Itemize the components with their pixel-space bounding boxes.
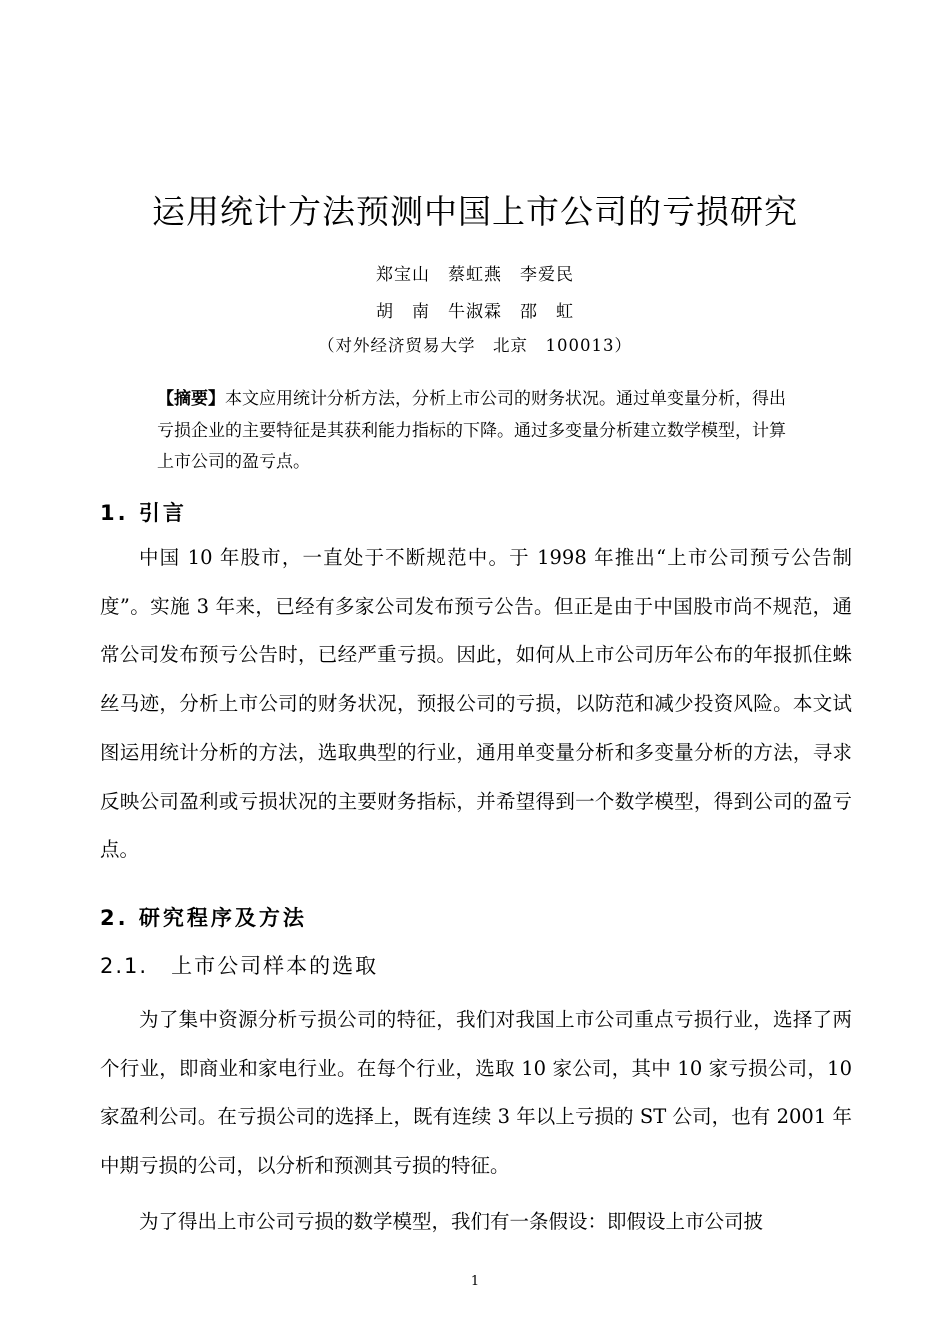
section-2-heading: 2. 研究程序及方法 [100, 906, 307, 930]
section-1-heading: 1. 引言 [100, 501, 187, 525]
paper-title: 运用统计方法预测中国上市公司的亏损研究 [152, 192, 798, 231]
page-number: 1 [470, 1274, 480, 1289]
section-2-1-paragraph-2: 为了得出上市公司亏损的数学模型，我们有一条假设：即假设上市公司披 [139, 1210, 764, 1233]
abstract [157, 384, 787, 479]
section-2-1-heading: 2.1. 上市公司样本的选取 [100, 954, 379, 978]
author-line-1: 郑宝山 蔡虹燕 李爱民 [376, 265, 574, 285]
section-1-paragraph: 中国 10 年股市，一直处于不断规范中。于 1998 年推出“上市公司预亏公告制度”。实施 3 年来，已经有多家公司发布预亏公告。但正是由于中国股市尚不规范，通常公司发布预亏公告时，已经严重亏损。因此，如何从上市公司历年公布的年报抓住蛛丝马迹，分析上市公司的财务状况，预报公司的亏损，以防范和减少投资风险。本文试图运用统计分析的方法，选取典型的行业，通用单变量分析和多变量分析的方法，寻求反映公司盈利或亏损状况的主要财务指标，并希望得到一个数学模型，得到公司的盈亏点。 [100, 546, 852, 862]
author-line-2: 胡 南 牛淑霖 邵 虹 [376, 302, 574, 322]
section-2-1-paragraph-1: 为了集中资源分析亏损公司的特征，我们对我国上市公司重点亏损行业，选择了两个行业，即商业和家电行业。在每个行业，选取 10 家公司，其中 10 家亏损公司，10 家盈利公司。在亏损公司的选择上，既有连续 3 年以上亏损的 ST 公司，也有 2001 年中期亏损的公司，以分析和预测其亏损的特征。 [100, 1008, 852, 1178]
abstract-label: 【摘要】 [157, 389, 225, 409]
abstract-text: 本文应用统计分析方法，分析上市公司的财务状况。通过单变量分析，得出亏损企业的主要特征是其获利能力指标的下降。通过多变量分析建立数学模型，计算上市公司的盈亏点。 [157, 389, 786, 472]
author-affiliation: （对外经济贸易大学 北京 100013） [318, 336, 632, 355]
